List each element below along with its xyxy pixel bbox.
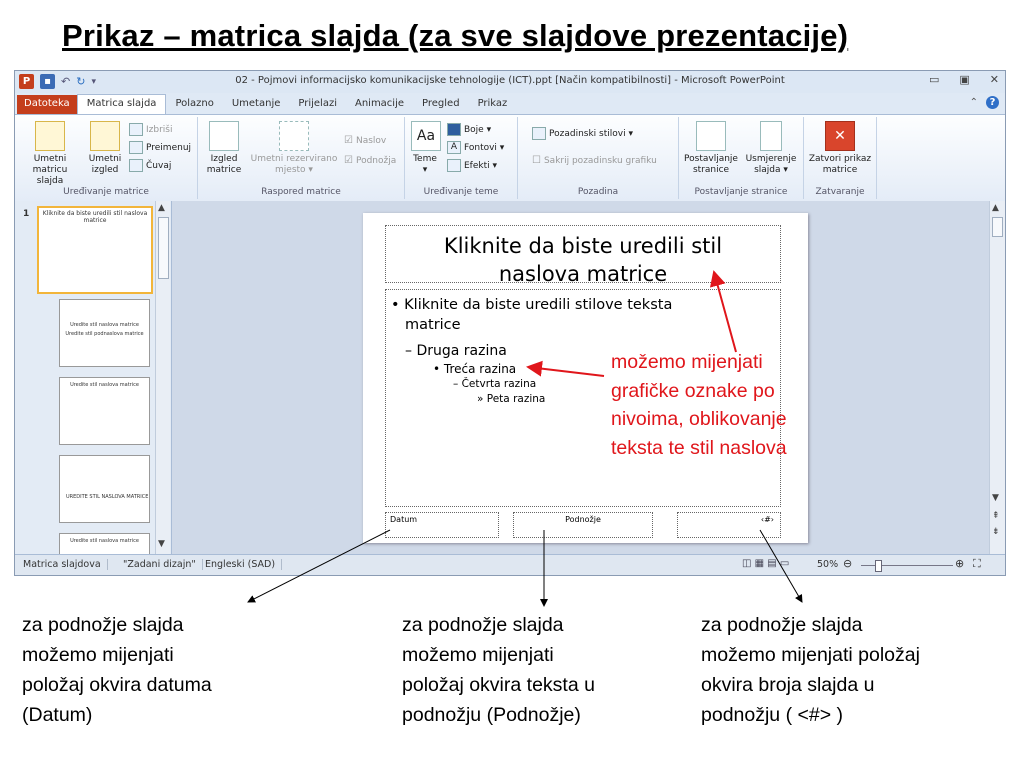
scroll-up-icon[interactable]: ▲	[992, 203, 999, 213]
button-label: Fontovi ▾	[464, 142, 505, 153]
annotation-line: možemo mijenjati	[611, 351, 763, 373]
tab-prijelazi[interactable]: Prijelazi	[298, 98, 337, 109]
checkbox-checked-icon: ☑	[344, 155, 353, 166]
button-label: Teme	[413, 154, 437, 164]
note-line: možemo mijenjati	[22, 644, 174, 666]
dropdown-arrow-icon: ▾	[422, 165, 428, 175]
arrow-to-date	[248, 530, 390, 602]
checkbox-unchecked-icon: ☐	[532, 155, 541, 166]
close-icon[interactable]: ✕	[989, 73, 999, 86]
note-line: za podnožje slajda	[402, 614, 564, 636]
group-label: Postavljanje stranice	[694, 187, 788, 197]
checkbox-label: Sakrij pozadinsku grafiku	[543, 155, 657, 166]
footer-number-text: ‹#›	[760, 515, 774, 524]
button-label: Umetni	[33, 154, 67, 164]
footer-date-text: Datum	[390, 515, 418, 524]
thumbnail-subtitle: Uredite stil podnaslova matrice	[65, 331, 144, 337]
level3-text: • Treća razina	[433, 362, 517, 376]
minimize-ribbon-icon[interactable]: ⌃	[969, 97, 978, 108]
button-label: matrice	[206, 165, 242, 175]
tab-prikaz[interactable]: Prikaz	[477, 98, 508, 109]
note-footer	[402, 610, 595, 730]
button-label: Čuvaj	[146, 160, 172, 171]
minimize-icon[interactable]: ▭	[928, 73, 940, 86]
button-label: Postavljanje	[684, 154, 738, 164]
button-label: matricu slajda	[32, 165, 68, 186]
button-label: Pozadinski stilovi ▾	[549, 128, 633, 139]
note-line: za podnožje slajda	[701, 614, 863, 636]
note-line: za podnožje slajda	[22, 614, 184, 636]
button-label: mjesto ▾	[275, 165, 313, 175]
fonts-icon: A	[447, 141, 461, 154]
thumbnail-title: Uredite stil naslova matrice	[70, 538, 139, 544]
group-label: Raspored matrice	[261, 187, 341, 197]
zoom-out-icon[interactable]: ⊖	[843, 557, 853, 570]
scroll-up-icon[interactable]: ▲	[158, 203, 165, 213]
note-line: možemo mijenjati položaj	[701, 644, 920, 666]
note-line: položaj okvira teksta u	[402, 674, 595, 696]
save-icon[interactable]: ▪	[40, 74, 55, 89]
button-label: Izbriši	[146, 124, 173, 135]
help-icon[interactable]: ?	[986, 96, 999, 109]
button-label: Efekti ▾	[464, 160, 498, 171]
thumbnail-title: Kliknite da biste uredili stil naslova matrice	[42, 210, 148, 224]
button-label: matrice	[822, 165, 858, 175]
tab-animacije[interactable]: Animacije	[354, 98, 405, 109]
level2-text: – Druga razina	[405, 343, 507, 359]
title-line: Kliknite da biste uredili stil	[443, 234, 723, 258]
tab-pregled[interactable]: Pregled	[422, 98, 460, 109]
tab-polazno[interactable]: Polazno	[175, 98, 214, 109]
arrow-to-slide-number	[760, 530, 802, 602]
powerpoint-app-icon[interactable]: P	[19, 74, 34, 89]
tab-umetanje[interactable]: Umetanje	[231, 98, 281, 109]
button-label: slajda ▾	[754, 165, 788, 175]
status-language[interactable]: Engleski (SAD)	[205, 559, 282, 570]
group-label: Pozadina	[577, 187, 619, 197]
maximize-icon[interactable]: ▣	[959, 73, 970, 86]
annotation-line: teksta te stil naslova	[611, 436, 787, 459]
button-label: Umetni rezervirano	[250, 154, 338, 164]
redo-icon[interactable]: ↻	[76, 75, 86, 88]
note-line: podnožju ( <#> )	[701, 704, 844, 726]
level4-text: – Četvrta razina	[453, 378, 537, 390]
button-label: Zatvori prikaz	[808, 154, 872, 164]
fit-to-window-icon[interactable]: ⛶	[973, 557, 981, 570]
window-title: 02 - Pojmovi informacijsko komunikacijske tehnologije (ICT).ppt [Način kompatibilnosti] - Microsoft PowerPoint	[235, 75, 785, 86]
level1-item: • Kliknite da biste uredili stilove teksta	[391, 297, 673, 313]
zoom-level[interactable]: 50%	[817, 559, 839, 570]
status-theme: "Zadani dizajn"	[123, 559, 203, 570]
note-line: podnožju (Podnožje)	[402, 704, 581, 726]
title-line: naslova matrice	[498, 262, 668, 286]
note-slide-number	[701, 610, 920, 730]
button-label: izgled	[91, 165, 119, 175]
footer-text: Podnožje	[565, 515, 601, 524]
view-buttons-icon[interactable]: ◫ ▦ ▤ ▭	[742, 558, 790, 569]
status-view: Matrica slajdova	[23, 559, 108, 570]
note-line: možemo mijenjati	[402, 644, 554, 666]
customize-qat-icon[interactable]: ▾	[91, 76, 96, 87]
button-label: Preimenuj	[146, 142, 192, 153]
level1-text: Kliknite da biste uredili stilove teksta	[404, 297, 673, 313]
zoom-in-icon[interactable]: ⊕	[955, 557, 965, 570]
group-label: Uređivanje matrice	[63, 187, 149, 197]
checkbox-label: Podnožja	[355, 155, 397, 166]
next-slide-icon[interactable]: ⇟	[992, 527, 1000, 537]
checkbox-label: Naslov	[355, 135, 387, 146]
arrow-to-title	[714, 272, 736, 352]
scroll-down-icon[interactable]: ▼	[992, 493, 999, 503]
tab-matrica-slajda[interactable]: Matrica slajda	[77, 94, 167, 114]
note-line: okvira broja slajda u	[701, 674, 875, 696]
button-label: Boje ▾	[464, 124, 492, 135]
group-label: Zatvaranje	[815, 187, 865, 197]
level5-text: » Peta razina	[477, 393, 546, 405]
thumbnail-title: Uredite stil naslova matrice	[70, 322, 139, 328]
note-line: položaj okvira datuma	[22, 674, 212, 696]
thumbnail-title: UREDITE STIL NASLOVA MATRICE	[66, 494, 149, 500]
checkbox-checked-icon: ☑	[344, 135, 353, 146]
themes-icon: Aa	[411, 121, 441, 151]
page-title: Prikaz – matrica slajda (za sve slajdove prezentacije)	[62, 18, 849, 53]
group-label: Uređivanje teme	[423, 187, 499, 197]
slide-number: 1	[23, 209, 30, 219]
note-line: (Datum)	[22, 704, 93, 726]
note-date	[22, 610, 212, 730]
button-label: Usmjerenje	[745, 154, 797, 164]
annotation-line: grafičke oznake po	[611, 379, 775, 402]
button-label: Umetni	[88, 154, 122, 164]
arrow-to-levels	[528, 367, 604, 376]
button-label: stranice	[692, 165, 730, 175]
previous-slide-icon[interactable]: ⇞	[992, 511, 1000, 521]
scroll-down-icon[interactable]: ▼	[158, 539, 165, 549]
tab-datoteka[interactable]: Datoteka	[17, 95, 77, 114]
level1-text: matrice	[405, 317, 461, 333]
undo-icon[interactable]: ↶	[61, 75, 71, 88]
thumbnail-title: Uredite stil naslova matrice	[70, 382, 139, 388]
button-label: Izgled	[210, 154, 238, 164]
annotation-line: nivoima, oblikovanje	[611, 408, 787, 430]
close-master-icon: ✕	[825, 121, 855, 151]
